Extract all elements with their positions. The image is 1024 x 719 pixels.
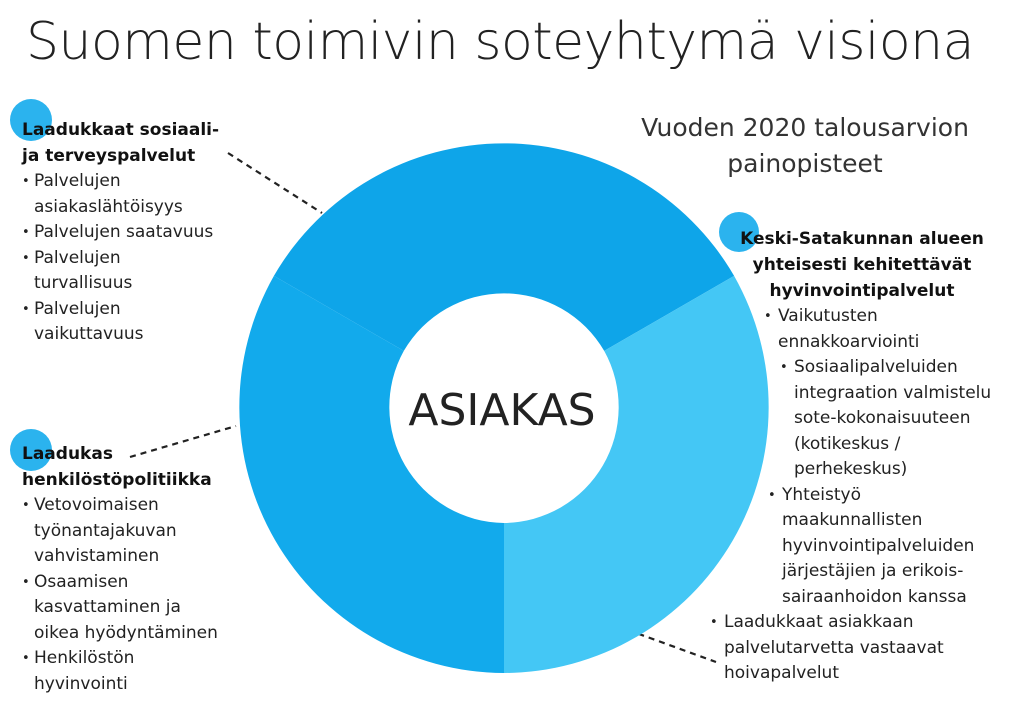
item-line: • Vaikutusten [778, 306, 878, 326]
section-regional-wellbeing [712, 226, 1002, 687]
item-line: • Palvelujen [34, 171, 121, 191]
heading-line: hyvinvointipalvelut [769, 281, 955, 301]
item-line: • Palvelujen [34, 298, 121, 319]
list-item [22, 570, 262, 647]
item-line: integraation valmistelu [794, 382, 992, 403]
list-item [22, 493, 262, 570]
heading-line: Keski-Satakunnan alueen [740, 229, 984, 249]
list-item [22, 297, 252, 348]
section-list [22, 169, 252, 348]
section-heading [22, 117, 252, 169]
heading-line: yhteisesti kehitettävät [752, 255, 972, 275]
item-line: • Sosiaalipalveluiden [794, 357, 958, 377]
heading-line: ja terveyspalvelut [22, 146, 196, 166]
section-list [712, 304, 1002, 687]
heading-line: Laadukkaat sosiaali- [22, 120, 220, 140]
item-line: vahvistaminen [34, 546, 160, 566]
item-line: • Palvelujen [34, 247, 121, 268]
item-line: • Palvelujen saatavuus [34, 222, 214, 242]
list-item [780, 355, 1002, 483]
item-line: • Vetovoimaisen [34, 495, 159, 515]
subtitle-line: painopisteet [727, 149, 883, 178]
page-title: Suomen toimivin soteyhtymä visiona [26, 12, 974, 72]
list-item [764, 304, 1002, 355]
item-line: • Laadukkaat asiakkaan [724, 612, 914, 632]
item-line: sairaanhoidon kanssa [782, 586, 967, 607]
item-line: • Henkilöstön [34, 648, 135, 668]
item-line: asiakaslähtöisyys [34, 196, 183, 217]
item-line: vaikuttavuus [34, 324, 144, 344]
list-item [22, 169, 252, 220]
item-line: hyvinvointi [34, 673, 128, 694]
item-line: maakunnallisten [782, 510, 923, 530]
item-line: sote-kokonaisuuteen [794, 408, 971, 428]
heading-line: Laadukas [22, 444, 113, 464]
item-line: järjestäjien ja erikois- [782, 561, 964, 581]
section-quality-services [22, 117, 252, 348]
section-personnel-policy [22, 441, 262, 697]
list-item [22, 246, 252, 297]
item-line: kasvattaminen ja [34, 597, 181, 617]
item-line: hyvinvointipalveluiden [782, 535, 975, 556]
connector-line [628, 630, 716, 662]
list-item [22, 220, 252, 246]
item-line: työnantajakuvan [34, 520, 177, 541]
item-line: (kotikeskus / [794, 433, 901, 454]
item-line: perhekeskus) [794, 459, 908, 479]
heading-line: henkilöstöpolitiikka [22, 470, 212, 490]
subtitle-line: Vuoden 2020 talousarvion [641, 113, 969, 142]
item-line: palvelutarvetta vastaavat [724, 637, 944, 658]
section-heading [712, 226, 1002, 304]
item-line: • Yhteistyö [782, 484, 861, 505]
item-line: turvallisuus [34, 273, 133, 293]
item-line: hoivapalvelut [724, 663, 839, 683]
list-item [22, 646, 262, 697]
center-label: ASIAKAS [408, 385, 596, 436]
item-line: oikea hyödyntäminen [34, 622, 218, 643]
section-heading [22, 441, 262, 493]
item-line: ennakkoarviointi [778, 331, 920, 352]
list-item [768, 483, 1002, 611]
section-list [22, 493, 262, 697]
list-item [710, 610, 1002, 687]
item-line: • Osaamisen [34, 571, 129, 592]
